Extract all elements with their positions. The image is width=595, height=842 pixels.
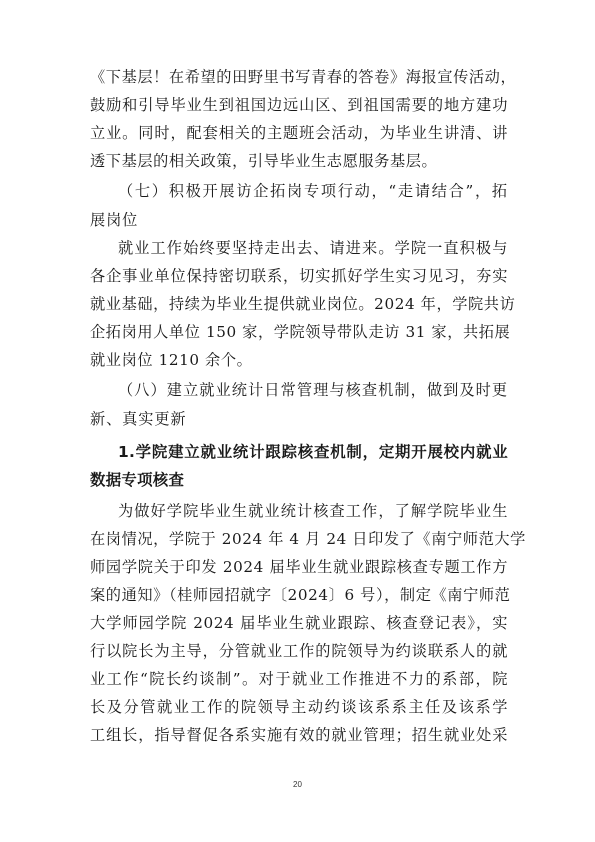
body-text-line: 在岗情况，学院于 2024 年 4 月 24 日印发了《南宁师范大学 xyxy=(90,530,526,548)
subsection-heading-1-cont: 数据专项核查 xyxy=(90,471,185,489)
section-heading-8: （八）建立就业统计日常管理与核查机制，做到及时更 xyxy=(118,381,508,399)
body-text-line: 业工作“院长约谈制”。对于就业工作推进不力的系部，院 xyxy=(90,670,508,688)
section-heading-7: （七）积极开展访企拓岗专项行动，“走请结合”，拓 xyxy=(118,182,508,200)
body-text-line: 《下基层！在希望的田野里书写青春的答卷》海报宣传活动， xyxy=(90,68,517,86)
body-text-line: 各企事业单位保持密切联系，切实抓好学生实习见习，夯实 xyxy=(90,267,508,285)
page-number: 20 xyxy=(293,780,302,789)
body-text-line: 鼓励和引导毕业生到祖国边远山区、到祖国需要的地方建功 xyxy=(90,96,508,114)
body-text-line: 透下基层的相关政策，引导毕业生志愿服务基层。 xyxy=(90,152,438,170)
body-text-line: 就业基础，持续为毕业生提供就业岗位。2024 年，学院共访 xyxy=(90,295,516,313)
section-heading-8-cont: 新、真实更新 xyxy=(90,410,187,428)
subsection-heading-1: 1.学院建立就业统计跟踪核查机制，定期开展校内就业 xyxy=(118,443,508,461)
body-text-line: 大学师园学院 2024 届毕业生就业跟踪、核查登记表》，实 xyxy=(90,614,508,632)
body-text-line: 师园学院关于印发 2024 届毕业生就业跟踪核查专题工作方 xyxy=(90,558,508,576)
body-text-line: 案的通知》（桂师园招就字〔2024〕6 号），制定《南宁师范 xyxy=(90,586,511,604)
body-text-line: 长及分管就业工作的院领导主动约谈该系系主任及该系学 xyxy=(90,698,508,716)
body-text-line: 就业岗位 1210 余个。 xyxy=(90,351,253,369)
body-text-line: 工组长，指导督促各系实施有效的就业管理；招生就业处采 xyxy=(90,726,508,744)
body-text-line: 企拓岗用人单位 150 家，学院领导带队走访 31 家，共拓展 xyxy=(90,323,511,341)
body-text-line: 立业。同时，配套相关的主题班会活动，为毕业生讲清、讲 xyxy=(90,124,508,142)
section-heading-7-cont: 展岗位 xyxy=(90,211,139,229)
body-text-line: 就业工作始终要坚持走出去、请进来。学院一直积极与 xyxy=(118,239,508,257)
body-text-line: 行以院长为主导，分管就业工作的院领导为约谈联系人的就 xyxy=(90,642,508,660)
body-text-line: 为做好学院毕业生就业统计核查工作，了解学院毕业生 xyxy=(118,502,508,520)
